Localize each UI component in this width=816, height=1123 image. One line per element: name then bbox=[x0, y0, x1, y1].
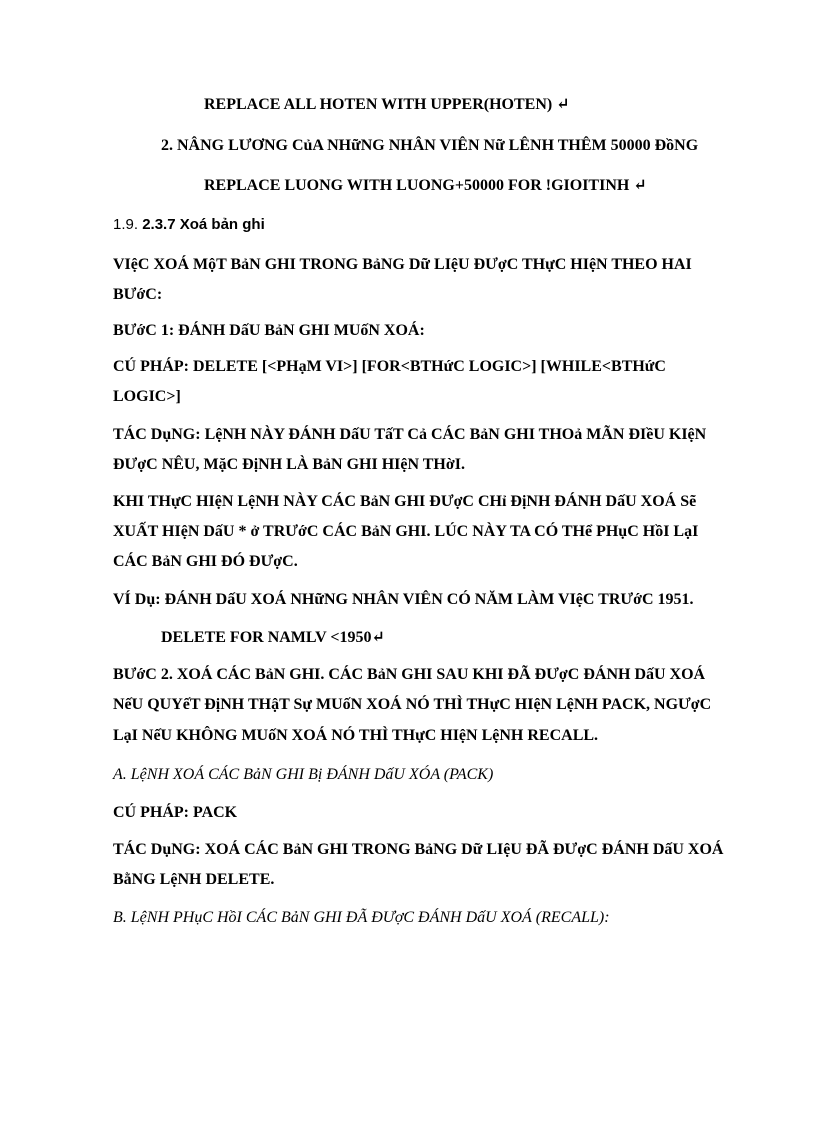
effect-delete-line1: TÁC DụNG: LệNH NÀY ĐÁNH DấU TấT Cả CÁC BảN GHI THOả MÃN ĐIềU KIệN bbox=[113, 426, 707, 443]
effect-pack-line1: TÁC DụNG: XOÁ CÁC BảN GHI TRONG BảNG Dữ LIệU ĐÃ ĐƯợC ĐÁNH DấU XOÁ bbox=[113, 841, 724, 858]
code-replace-luong: REPLACE LUONG WITH LUONG+50000 FOR !GIOITINH ↵ bbox=[204, 177, 647, 194]
syntax-delete-line2: LOGIC>] bbox=[113, 388, 181, 405]
subheading-recall: B. LệNH PHụC HồI CÁC BảN GHI ĐÃ ĐƯợC ĐÁNH DấU XOÁ (RECALL): bbox=[113, 909, 610, 926]
subheading-pack: A. LệNH XOÁ CÁC BảN GHI Bị ĐÁNH DấU XÓA (PACK) bbox=[113, 766, 494, 783]
example-2-title: 2. NÂNG LƯƠNG CủA NHữNG NHÂN VIÊN Nữ LÊNH THÊM 50000 ĐồNG bbox=[161, 137, 699, 154]
syntax-delete-line1: CÚ PHÁP: DELETE [<PHạM VI>] [FOR<BTHứC LOGIC>] [WHILE<BTHứC bbox=[113, 358, 666, 375]
step2-line3: LạI NếU KHÔNG MUốN XOÁ NÓ THÌ THựC HIệN LệNH RECALL. bbox=[113, 727, 599, 744]
step2-line2: NếU QUYếT ĐịNH THậT Sự MUốN XOÁ NÓ THÌ THựC HIệN LệNH PACK, NGƯợC bbox=[113, 696, 712, 713]
section-heading bbox=[113, 215, 265, 235]
effect-delete-line2: ĐƯợC NÊU, MặC ĐịNH LÀ BảN GHI HIệN THờI. bbox=[113, 456, 465, 473]
example-delete: VÍ Dụ: ĐÁNH DấU XOÁ NHữNG NHÂN VIÊN CÓ NĂM LÀM VIệC TRƯớC 1951. bbox=[113, 591, 694, 608]
paragraph-intro-line1: VIệC XOÁ MộT BảN GHI TRONG BảNG Dữ LIệU ĐƯợC THựC HIệN THEO HAI bbox=[113, 256, 692, 273]
code-replace-upper: REPLACE ALL HOTEN WITH UPPER(HOTEN) ↵ bbox=[204, 96, 570, 113]
syntax-pack: CÚ PHÁP: PACK bbox=[113, 804, 238, 821]
code-delete: DELETE FOR NAMLV <1950↵ bbox=[161, 629, 385, 646]
step1-title: BƯớC 1: ĐÁNH DấU BảN GHI MUốN XOÁ: bbox=[113, 322, 425, 339]
heading-text: 2.3.7 Xoá bản ghi bbox=[142, 216, 265, 233]
effect-pack-line2: BằNG LệNH DELETE. bbox=[113, 871, 275, 888]
paragraph-intro-line2: BƯớC: bbox=[113, 286, 163, 303]
note-line1: KHI THựC HIệN LệNH NÀY CÁC BảN GHI ĐƯợC CHỉ ĐịNH ĐÁNH DấU XOÁ Sẽ bbox=[113, 493, 697, 510]
note-line2: XUẤT HIệN DấU * ở TRƯớC CÁC BảN GHI. LÚC NÀY TA CÓ THể PHụC HồI LạI bbox=[113, 523, 699, 540]
step2-line1: BƯớC 2. XOÁ CÁC BảN GHI. CÁC BảN GHI SAU KHI ĐÃ ĐƯợC ĐÁNH DấU XOÁ bbox=[113, 666, 706, 683]
note-line3: CÁC BảN GHI ĐÓ ĐƯợC. bbox=[113, 553, 298, 570]
heading-number: 1.9. bbox=[113, 216, 139, 233]
